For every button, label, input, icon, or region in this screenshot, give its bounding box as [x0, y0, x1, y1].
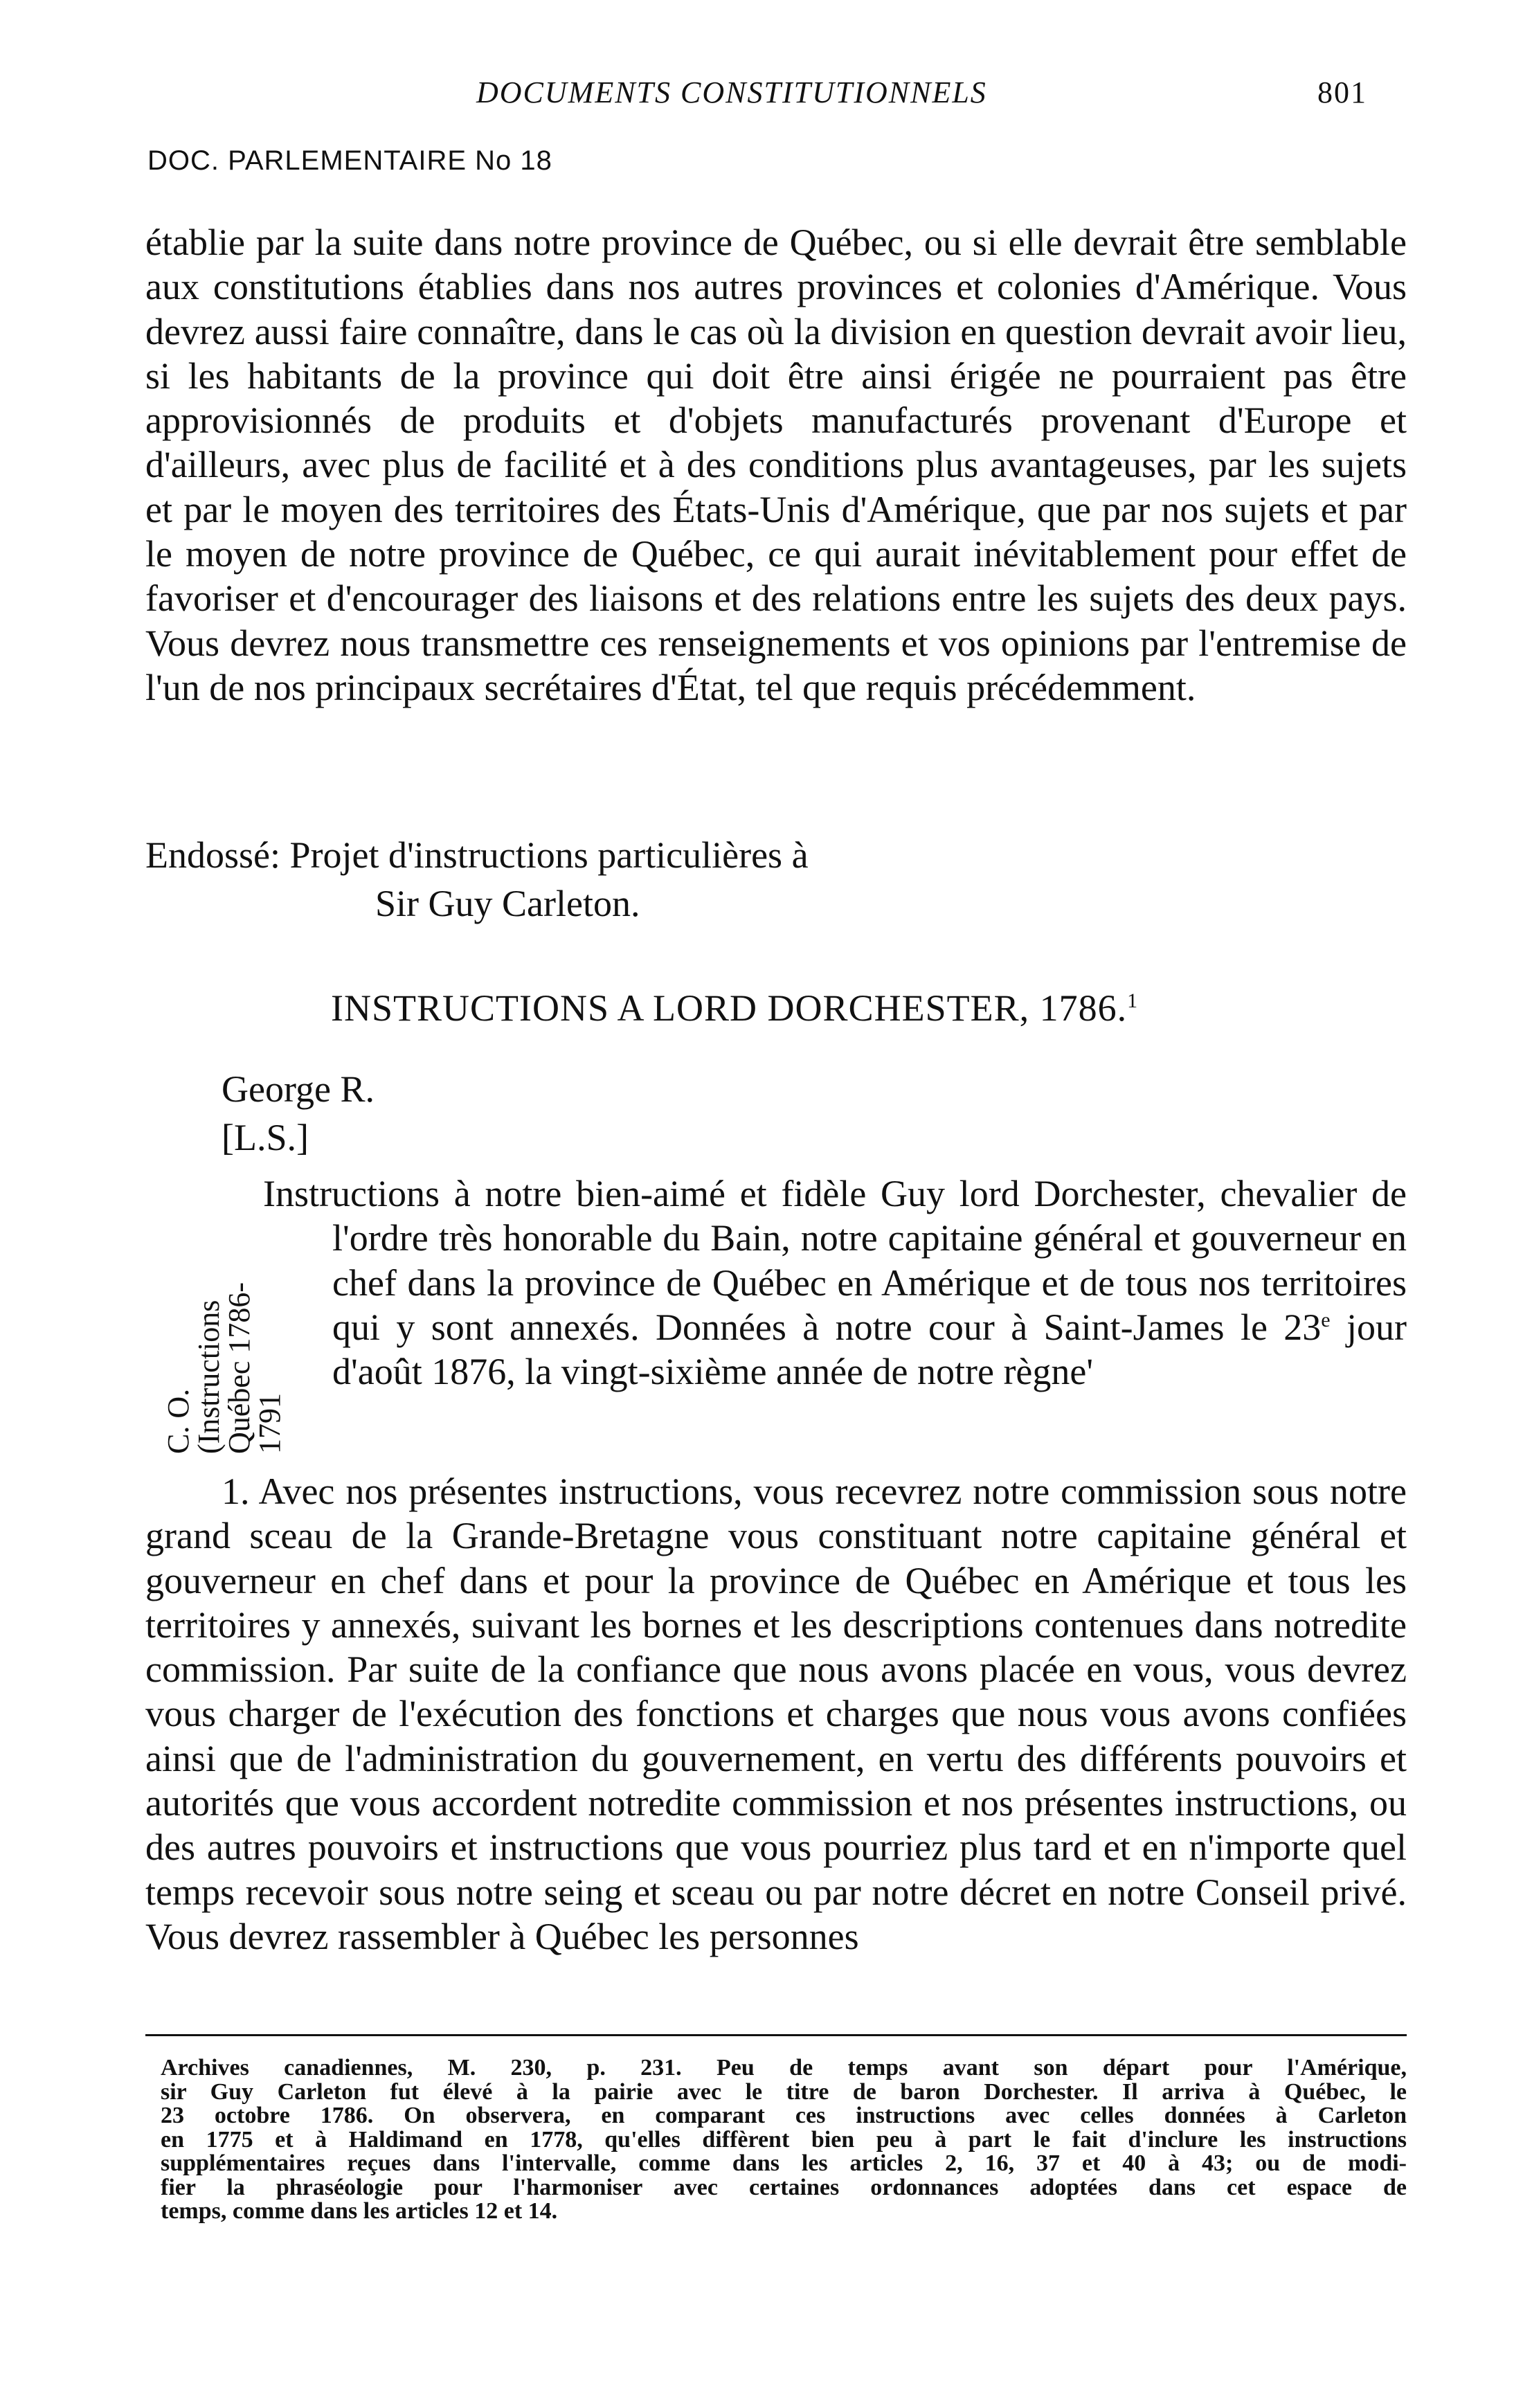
- intro-paragraph: établie par la suite dans notre province de Québec, ou si elle devrait être semblable aux constitutions établies dans nos autres provinces et colonies d'Amérique. Vous devrez aussi faire connaître, dans le cas où la division en question devrait avoir lieu, si les habitants de la province qui doit être ainsi érigée ne pourraient pas être approvisionnés de produits et d'objets manufacturés provenant d'Europe et d'ailleurs, avec plus de facilité et à des conditions plus avantageuses, par les sujets et par le moyen des territoires des États-Unis d'Amérique, que par nos sujets et par le moyen de notre province de Québec, ce qui aurait inévitablement pour effet de favoriser et d'encourager des liaisons et des relations entre les sujets des deux pays. Vous devrez nous transmettre ces renseignements et vos opinions par l'entremise de l'un de nos principaux secrétaires d'État, tel que requis précédemment.: [145, 222, 1407, 708]
- footnote-line: supplémentaires reçues dans l'intervalle, comme dans les articles 2, 16, 37 et 40 à 43; ou de modi-: [161, 2150, 1407, 2176]
- endorsement-line1: Projet d'instructions particulières à: [289, 834, 809, 876]
- footnote-line: temps, comme dans les articles 12 et 14.: [161, 2198, 558, 2224]
- endorsement-label: Endossé:: [145, 834, 280, 876]
- footnote-line: sir Guy Carleton fut élevé à la pairie avec le titre de baron Dorchester. Il arriva à Québec, le: [161, 2078, 1407, 2105]
- instruction-text: à notre bien-aimé et fidèle Guy lord Dorchester, chevalier de l'ordre très honorable du Bain, notre capitaine général et gouverneur en chef dans la province de Québec en Amérique et de tous nos territoires qui y sont annexés. Données à notre cour à Saint-James le 23: [332, 1173, 1407, 1348]
- footnote-line: 23 octobre 1786. On observera, en comparant ces instructions avec celles données à Carleton: [161, 2103, 1407, 2128]
- margin-note-col3: Québec 1786-: [222, 1282, 256, 1454]
- footnote-line: fier la phraséologie pour l'harmoniser avec certaines ordonnances adoptées dans cet espace de: [161, 2174, 1407, 2200]
- seal-mark: [L.S.]: [222, 1117, 309, 1158]
- doc-reference: DOC. PARLEMENTAIRE No 18: [147, 145, 552, 176]
- margin-note-col2: (Instructions: [192, 1300, 226, 1454]
- signature-block: [222, 1065, 375, 1162]
- endorsement: [145, 831, 809, 928]
- instruction-address: [263, 1171, 1407, 1394]
- instruction-first-word: Instructions: [263, 1173, 440, 1214]
- page-number: 801: [1317, 75, 1367, 109]
- footnote-line: Archives canadiennes, M. 230, p. 231. Peu de temps avant son départ pour l'Amérique,: [161, 2055, 1407, 2081]
- instruction-superscript: e: [1321, 1308, 1331, 1331]
- section-heading-text: INSTRUCTIONS A LORD DORCHESTER, 1786.: [331, 987, 1128, 1029]
- signature-name: George R.: [222, 1068, 375, 1110]
- running-header: [0, 75, 1523, 123]
- margin-note-col4: 1791: [253, 1393, 287, 1454]
- footnote-line: en 1775 et à Haldimand en 1778, qu'elles diffèrent bien peu à part le fait d'inclure les instructions: [161, 2126, 1407, 2153]
- margin-note-col1: C. O.: [161, 1388, 195, 1454]
- heading-footnote-mark: 1: [1127, 989, 1139, 1012]
- footnote: [161, 2056, 1407, 2224]
- running-title: DOCUMENTS CONSTITUTIONNELS: [476, 75, 987, 109]
- article-1: 1. Avec nos présentes instructions, vous recevrez notre commission sous notre grand sceau de la Grande-Bretagne vous constituant notre capitaine général et gouverneur en chef dans et pour la province de Québec en Amérique et tous les territoires y annexés, suivant les bornes et les descriptions contenues dans notredite commission. Par suite de la confiance que nous avons placée en vous, vous devrez vous charger de l'exécution des fonctions et charges que nous vous avons confiées ainsi que de l'administration du gouvernement, en vertu des différents pouvoirs et autorités que vous accordent notredite commission et nos présentes instructions, ou des autres pouvoirs et instructions que vous pourriez plus tard et en n'importe quel temps recevoir sous notre seing et sceau ou par notre décret en notre Conseil privé. Vous devrez rassembler à Québec les personnes: [145, 1471, 1407, 1957]
- instruction-text-end: jour d'août 1876, la vingt-sixième année de notre règne': [332, 1306, 1407, 1393]
- footnote-divider: [145, 2034, 1407, 2036]
- section-heading: [331, 987, 1138, 1030]
- endorsement-line2: Sir Guy Carleton.: [375, 883, 640, 924]
